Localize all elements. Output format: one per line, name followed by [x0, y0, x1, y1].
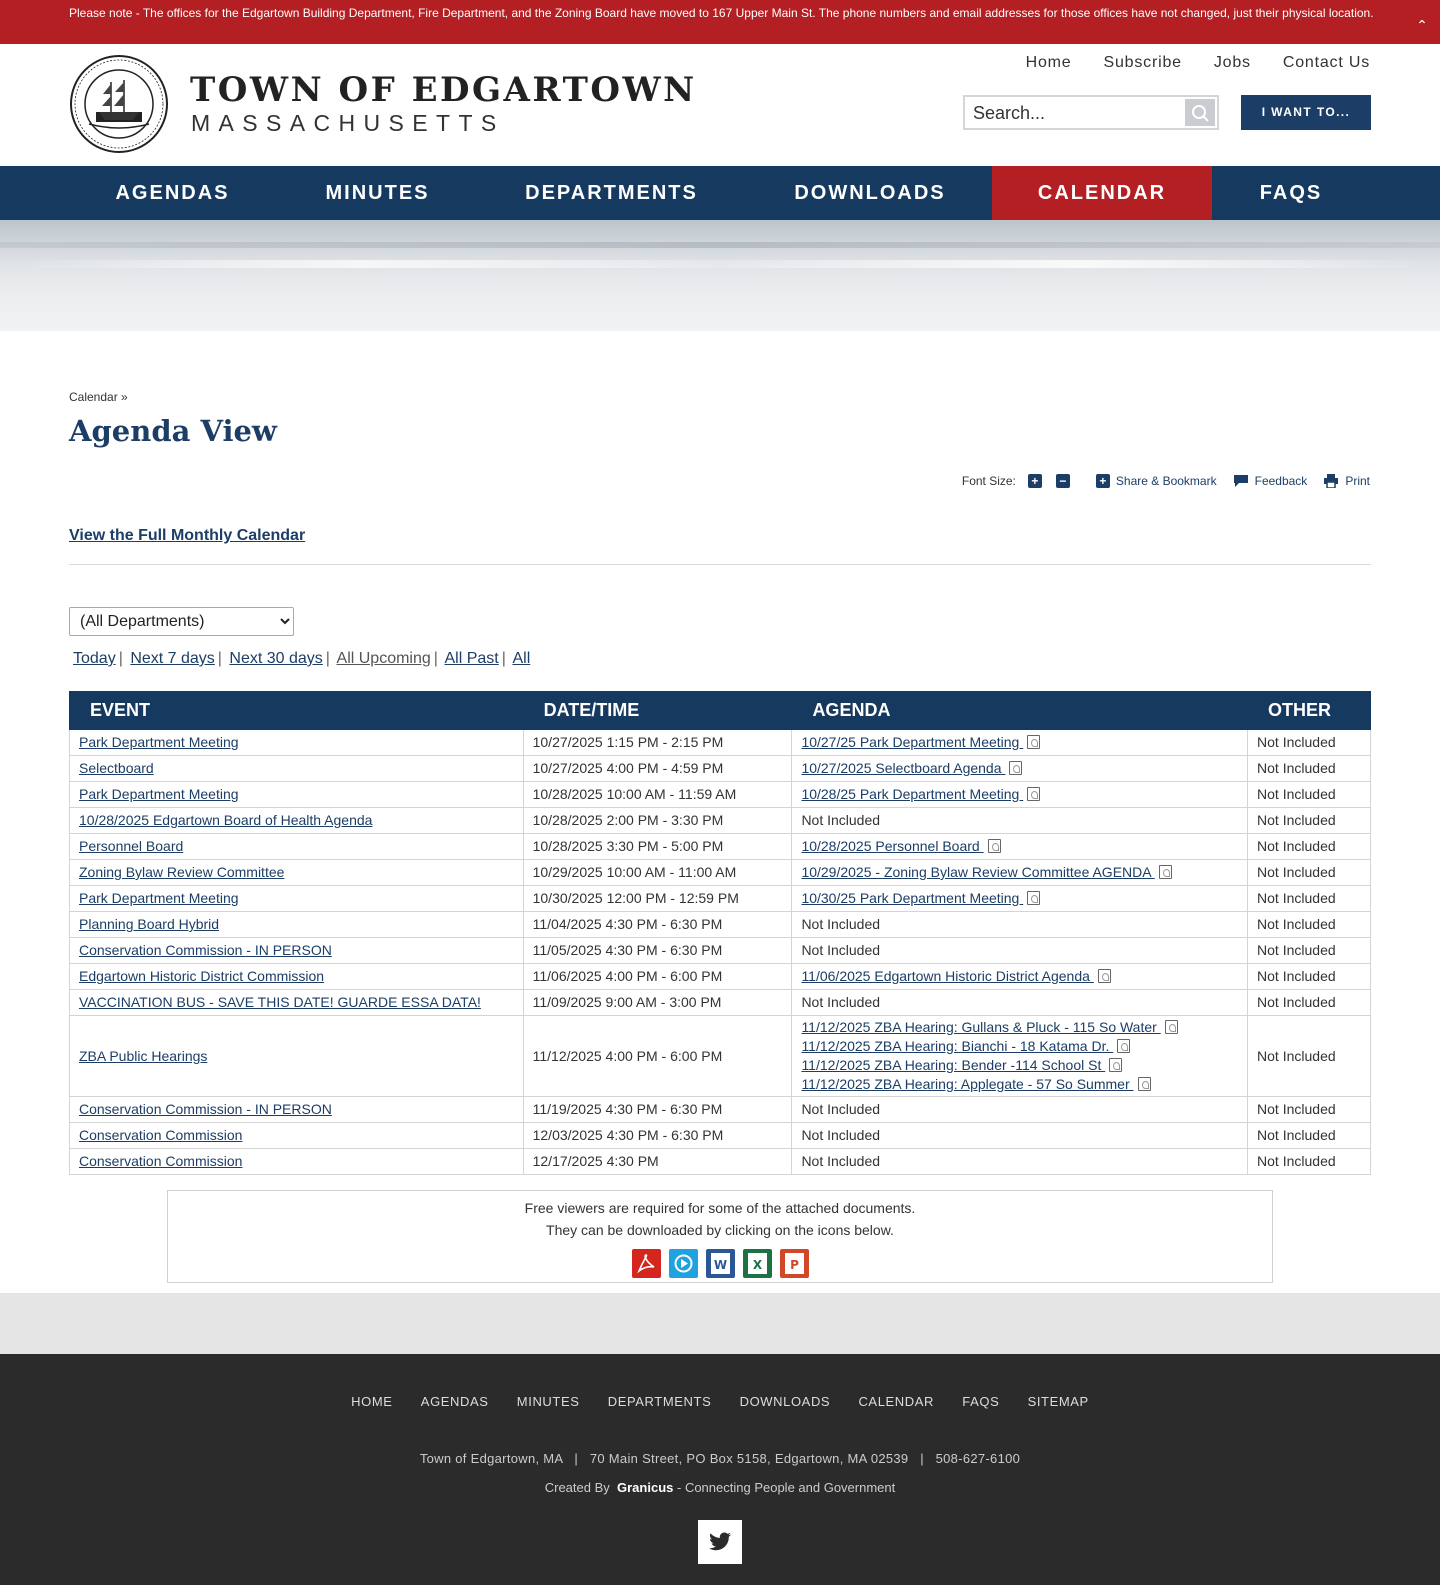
other-cell: Not Included	[1248, 1123, 1371, 1149]
media-player-icon[interactable]	[669, 1249, 698, 1278]
footer-link-sitemap[interactable]: SITEMAP	[1027, 1394, 1089, 1409]
event-cell	[70, 834, 524, 860]
events-table	[69, 691, 1371, 1175]
other-cell: Not Included	[1248, 912, 1371, 938]
agenda-cell	[792, 730, 1248, 756]
contact-us-link[interactable]: Contact Us	[1282, 54, 1370, 71]
page-title: Agenda View	[69, 414, 277, 448]
subscribe-link[interactable]: Subscribe	[1103, 54, 1182, 71]
table-row	[70, 834, 1371, 860]
other-cell: Not Included	[1248, 1149, 1371, 1175]
footer-spacer	[0, 1293, 1440, 1354]
datetime-cell: 11/06/2025 4:00 PM - 6:00 PM	[523, 964, 792, 990]
font-decrease-icon[interactable]: −	[1056, 474, 1070, 488]
event-cell	[70, 1097, 524, 1123]
pdf-icon[interactable]	[1165, 1020, 1178, 1034]
table-row	[70, 782, 1371, 808]
free-viewers-box	[167, 1190, 1273, 1283]
datetime-cell: 10/28/2025 3:30 PM - 5:00 PM	[523, 834, 792, 860]
alert-text: Please note - The offices for the Edgartown Building Department, Fire Department, and the Zoning Board have moved to 167 Upper Main St. The phone numbers and email addresses for those offices have not changed, just their physical location.	[69, 6, 1374, 20]
agenda-cell	[792, 1016, 1248, 1097]
full-calendar-link[interactable]: View the Full Monthly Calendar	[69, 527, 306, 544]
table-row	[70, 1097, 1371, 1123]
table-header-row	[70, 692, 1371, 730]
range-next-7-days[interactable]: Next 7 days	[130, 650, 215, 667]
table-row	[70, 938, 1371, 964]
other-cell: Not Included	[1248, 808, 1371, 834]
share-plus-icon: +	[1096, 474, 1110, 488]
agenda-line	[801, 837, 1238, 856]
datetime-cell: 11/05/2025 4:30 PM - 6:30 PM	[523, 938, 792, 964]
nav-minutes[interactable]: MINUTES	[325, 182, 430, 204]
event-link[interactable]: Conservation Commission	[79, 1127, 243, 1143]
agenda-cell	[792, 886, 1248, 912]
viewers-note-line2: They can be downloaded by clicking on the icons below.	[546, 1222, 894, 1238]
datetime-cell: 10/30/2025 12:00 PM - 12:59 PM	[523, 886, 792, 912]
other-cell: Not Included	[1248, 834, 1371, 860]
table-row	[70, 964, 1371, 990]
agenda-document-link[interactable]: 11/12/2025 ZBA Hearing: Applegate - 57 So Summer	[801, 1076, 1134, 1092]
pdf-icon[interactable]	[1027, 735, 1040, 749]
site-title[interactable]: TOWN OF EDGARTOWN	[190, 70, 697, 110]
agenda-cell: Not Included	[792, 1123, 1248, 1149]
print-link[interactable]: Print	[1345, 474, 1370, 488]
pdf-icon[interactable]	[1138, 1077, 1151, 1091]
agenda-cell	[792, 860, 1248, 886]
event-link[interactable]: Park Department Meeting	[79, 734, 239, 750]
range-all-upcoming[interactable]: All Upcoming	[336, 650, 431, 667]
search-input[interactable]	[973, 102, 1173, 124]
agenda-document-link[interactable]: 11/12/2025 ZBA Hearing: Bender -114 School St	[801, 1057, 1106, 1073]
agenda-document-link[interactable]: 10/29/2025 - Zoning Bylaw Review Committee AGENDA	[801, 864, 1155, 880]
range-next-30-days[interactable]: Next 30 days	[229, 650, 323, 667]
event-cell	[70, 912, 524, 938]
search-box	[963, 95, 1219, 130]
breadcrumb[interactable]: Calendar »	[69, 390, 128, 404]
agenda-document-link[interactable]: 10/28/2025 Personnel Board	[801, 838, 984, 854]
i-want-to-button[interactable]: I WANT TO...	[1241, 95, 1371, 130]
sort-datetime-header[interactable]: DATE/TIME	[543, 700, 640, 720]
agenda-line	[801, 1037, 1238, 1056]
agenda-document-link[interactable]: 10/30/25 Park Department Meeting	[801, 890, 1024, 906]
department-select[interactable]	[69, 607, 294, 636]
agenda-cell: Not Included	[792, 1097, 1248, 1123]
jobs-link[interactable]: Jobs	[1213, 54, 1251, 71]
table-row	[70, 990, 1371, 1016]
search-icon	[1185, 99, 1215, 126]
range-all-past[interactable]: All Past	[444, 650, 499, 667]
granicus-link[interactable]: Granicus	[617, 1480, 674, 1495]
site-subtitle: MASSACHUSETTS	[191, 110, 505, 136]
printer-icon	[1323, 474, 1339, 488]
event-cell	[70, 938, 524, 964]
event-cell	[70, 1016, 524, 1097]
footer-link-calendar[interactable]: CALENDAR	[858, 1394, 935, 1409]
other-cell: Not Included	[1248, 938, 1371, 964]
other-cell: Not Included	[1248, 756, 1371, 782]
datetime-cell: 11/12/2025 4:00 PM - 6:00 PM	[523, 1016, 792, 1097]
agenda-document-link[interactable]: 11/06/2025 Edgartown Historic District Agenda	[801, 968, 1094, 984]
nav-calendar[interactable]: CALENDAR	[992, 166, 1212, 220]
pdf-icon[interactable]	[1027, 891, 1040, 905]
svg-text:X: X	[752, 1258, 762, 1272]
agenda-cell	[792, 964, 1248, 990]
footer-link-faqs[interactable]: FAQS	[962, 1394, 1000, 1409]
word-viewer-icon[interactable]	[706, 1249, 735, 1278]
agenda-line	[801, 1075, 1238, 1094]
town-seal-logo[interactable]	[69, 54, 169, 154]
agenda-line	[801, 967, 1238, 986]
footer-link-departments[interactable]: DEPARTMENTS	[607, 1394, 712, 1409]
range-all[interactable]: All	[512, 650, 531, 667]
feedback-link[interactable]: Feedback	[1254, 474, 1308, 488]
other-cell: Not Included	[1248, 886, 1371, 912]
search-button[interactable]	[1185, 99, 1215, 126]
other-cell: Not Included	[1248, 860, 1371, 886]
table-row	[70, 756, 1371, 782]
agenda-document-link[interactable]: 10/27/25 Park Department Meeting	[801, 734, 1024, 750]
other-cell: Not Included	[1248, 990, 1371, 1016]
pdf-icon[interactable]	[1109, 1058, 1122, 1072]
share-bookmark-link[interactable]: Share & Bookmark	[1115, 474, 1217, 488]
datetime-cell: 10/27/2025 1:15 PM - 2:15 PM	[523, 730, 792, 756]
agenda-line	[801, 1018, 1238, 1037]
other-header: OTHER	[1248, 692, 1371, 730]
footer-link-agendas[interactable]: AGENDAS	[420, 1394, 489, 1409]
event-cell	[70, 964, 524, 990]
table-row	[70, 730, 1371, 756]
excel-viewer-icon[interactable]	[743, 1249, 772, 1278]
agenda-cell	[792, 782, 1248, 808]
event-link[interactable]: Zoning Bylaw Review Committee	[79, 864, 285, 880]
event-cell	[70, 756, 524, 782]
agenda-line	[801, 1056, 1238, 1075]
range-today[interactable]: Today	[73, 650, 116, 667]
table-row	[70, 1123, 1371, 1149]
table-row	[70, 860, 1371, 886]
svg-text:P: P	[789, 1258, 799, 1272]
agenda-document-link[interactable]: 10/27/2025 Selectboard Agenda	[801, 760, 1006, 776]
created-by-label: Created By	[544, 1480, 610, 1495]
agenda-line	[801, 889, 1238, 908]
event-link[interactable]: VACCINATION BUS - SAVE THIS DATE! GUARDE ESSA DATA!	[79, 994, 481, 1010]
event-link[interactable]: ZBA Public Hearings	[79, 1047, 208, 1064]
agenda-cell	[792, 834, 1248, 860]
event-link[interactable]: Conservation Commission - IN PERSON	[79, 942, 332, 958]
main-nav	[0, 166, 1440, 220]
agenda-document-link[interactable]: 11/12/2025 ZBA Hearing: Bianchi - 18 Katama Dr.	[801, 1038, 1114, 1054]
event-link[interactable]: Edgartown Historic District Commission	[79, 968, 325, 984]
agenda-cell: Not Included	[792, 990, 1248, 1016]
sort-event-header[interactable]: EVENT	[90, 700, 151, 720]
datetime-cell: 10/28/2025 2:00 PM - 3:30 PM	[523, 808, 792, 834]
agenda-cell: Not Included	[792, 808, 1248, 834]
event-cell	[70, 808, 524, 834]
footer-link-downloads[interactable]: DOWNLOADS	[739, 1394, 831, 1409]
agenda-document-link[interactable]: 10/28/25 Park Department Meeting	[801, 786, 1024, 802]
agenda-cell: Not Included	[792, 1149, 1248, 1175]
twitter-button[interactable]	[698, 1520, 742, 1564]
agenda-cell	[792, 756, 1248, 782]
utility-nav	[1026, 54, 1370, 72]
other-cell: Not Included	[1248, 782, 1371, 808]
pdf-icon[interactable]	[988, 839, 1001, 853]
event-cell	[70, 886, 524, 912]
event-link[interactable]: Park Department Meeting	[79, 786, 239, 802]
table-row	[70, 912, 1371, 938]
datetime-cell: 12/03/2025 4:30 PM - 6:30 PM	[523, 1123, 792, 1149]
footer-link-home[interactable]: HOME	[351, 1394, 393, 1409]
datetime-cell: 11/04/2025 4:30 PM - 6:30 PM	[523, 912, 792, 938]
other-cell: Not Included	[1248, 730, 1371, 756]
table-row	[70, 1149, 1371, 1175]
pdf-icon[interactable]	[1117, 1039, 1130, 1053]
page-tools	[962, 474, 1370, 488]
alert-banner	[0, 0, 1440, 44]
agenda-line	[801, 863, 1238, 882]
event-link[interactable]: Selectboard	[79, 760, 154, 776]
agenda-document-link[interactable]: 11/12/2025 ZBA Hearing: Gullans & Pluck - 115 So Water	[801, 1019, 1161, 1035]
event-cell	[70, 1123, 524, 1149]
datetime-cell: 10/28/2025 10:00 AM - 11:59 AM	[523, 782, 792, 808]
datetime-cell: 11/09/2025 9:00 AM - 3:00 PM	[523, 990, 792, 1016]
footer-address: Town of Edgartown, MA | 70 Main Street, PO Box 5158, Edgartown, MA 02539 | 508-627-6100	[419, 1451, 1021, 1466]
table-row	[70, 1016, 1371, 1097]
table-row	[70, 886, 1371, 912]
datetime-cell: 10/27/2025 4:00 PM - 4:59 PM	[523, 756, 792, 782]
event-cell	[70, 1149, 524, 1175]
font-size-label: Font Size:	[961, 474, 1016, 488]
agenda-header: AGENDA	[792, 692, 1248, 730]
other-cell: Not Included	[1248, 1016, 1371, 1097]
pdf-icon[interactable]	[1159, 865, 1172, 879]
event-link[interactable]: Conservation Commission - IN PERSON	[79, 1101, 332, 1117]
datetime-cell: 11/19/2025 4:30 PM - 6:30 PM	[523, 1097, 792, 1123]
footer-credit	[0, 1480, 1440, 1495]
agenda-cell: Not Included	[792, 938, 1248, 964]
nav-agendas[interactable]: AGENDAS	[115, 182, 230, 204]
agenda-line	[801, 733, 1238, 752]
agenda-cell: Not Included	[792, 912, 1248, 938]
event-link[interactable]: Conservation Commission	[79, 1153, 243, 1169]
event-cell	[70, 730, 524, 756]
footer-nav	[0, 1394, 1440, 1409]
agenda-line	[801, 759, 1238, 778]
font-increase-icon[interactable]: +	[1028, 474, 1042, 488]
granicus-tagline: - Connecting People and Government	[677, 1480, 896, 1495]
nav-downloads[interactable]: DOWNLOADS	[794, 182, 946, 204]
event-cell	[70, 860, 524, 886]
collapse-alert-icon[interactable]: ⌃	[1416, 17, 1428, 33]
pdf-icon[interactable]	[1098, 969, 1111, 983]
agenda-line	[801, 785, 1238, 804]
nav-departments[interactable]: DEPARTMENTS	[525, 182, 698, 204]
site-footer	[0, 1354, 1440, 1585]
event-cell	[70, 990, 524, 1016]
footer-link-minutes[interactable]: MINUTES	[516, 1394, 580, 1409]
event-link[interactable]: Planning Board Hybrid	[79, 916, 220, 932]
svg-text:W: W	[713, 1258, 727, 1272]
adobe-reader-icon[interactable]	[632, 1249, 661, 1278]
hero-banner-image	[0, 220, 1440, 331]
pdf-icon[interactable]	[1027, 787, 1040, 801]
event-link[interactable]: 10/28/2025 Edgartown Board of Health Agenda	[79, 812, 373, 828]
twitter-icon	[698, 1520, 742, 1564]
divider	[69, 564, 1371, 565]
other-cell: Not Included	[1248, 1097, 1371, 1123]
other-cell: Not Included	[1248, 964, 1371, 990]
event-link[interactable]: Park Department Meeting	[79, 890, 239, 906]
date-range-filters: Today | Next 7 days | Next 30 days | All Upcoming | All Past | All	[73, 650, 531, 667]
datetime-cell: 10/29/2025 10:00 AM - 11:00 AM	[523, 860, 792, 886]
home-link[interactable]: Home	[1025, 54, 1072, 71]
feedback-icon	[1233, 474, 1249, 488]
nav-faqs[interactable]: FAQS	[1259, 182, 1323, 204]
pdf-icon[interactable]	[1009, 761, 1022, 775]
event-cell	[70, 782, 524, 808]
datetime-cell: 12/17/2025 4:30 PM	[523, 1149, 792, 1175]
table-row	[70, 808, 1371, 834]
powerpoint-viewer-icon[interactable]	[780, 1249, 809, 1278]
site-header	[0, 44, 1440, 166]
event-link[interactable]: Personnel Board	[79, 838, 184, 854]
viewers-note-line1: Free viewers are required for some of the attached documents.	[524, 1200, 916, 1216]
